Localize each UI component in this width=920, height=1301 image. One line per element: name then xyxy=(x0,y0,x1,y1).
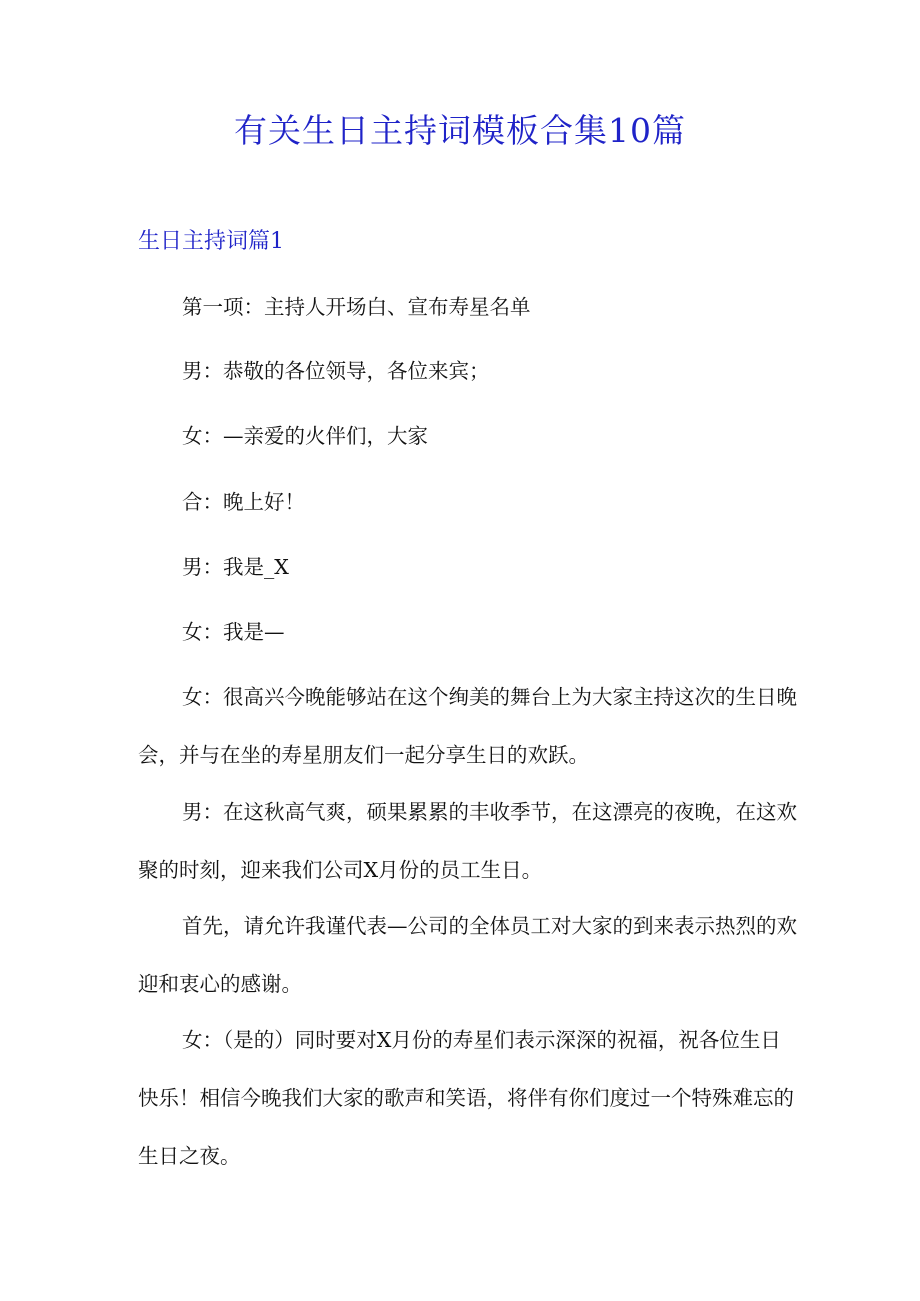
paragraph: 男：我是_X xyxy=(182,555,289,579)
paragraph: 男：在这秋高气爽，硕果累累的丰收季节，在这漂亮的夜晚，在这欢聚的时刻，迎来我们公司X月份的员工生日。 xyxy=(138,800,797,882)
paragraph: 首先，请允许我谨代表—公司的全体员工对大家的到来表示热烈的欢迎和衷心的感谢。 xyxy=(138,914,797,996)
section-heading: 生日主持词篇1 xyxy=(138,229,284,254)
paragraph: 女：我是— xyxy=(182,620,285,644)
paragraph: 第一项：主持人开场白、宣布寿星名单 xyxy=(182,295,531,319)
document-title: 有关生日主持词模板合集10篇 xyxy=(234,111,686,150)
paragraph: 女：—亲爱的火伴们，大家 xyxy=(182,424,428,448)
paragraph: 合：晚上好！ xyxy=(182,490,305,514)
paragraph: 男：恭敬的各位领导，各位来宾； xyxy=(182,359,490,383)
paragraph: 女：很高兴今晚能够站在这个绚美的舞台上为大家主持这次的生日晚会，并与在坐的寿星朋友们一起分享生日的欢跃。 xyxy=(138,685,797,767)
paragraph: 女：（是的）同时要对X月份的寿星们表示深深的祝福，祝各位生日快乐！相信今晚我们大家的歌声和笑语，将伴有你们度过一个特殊难忘的生日之夜。 xyxy=(138,1028,794,1168)
